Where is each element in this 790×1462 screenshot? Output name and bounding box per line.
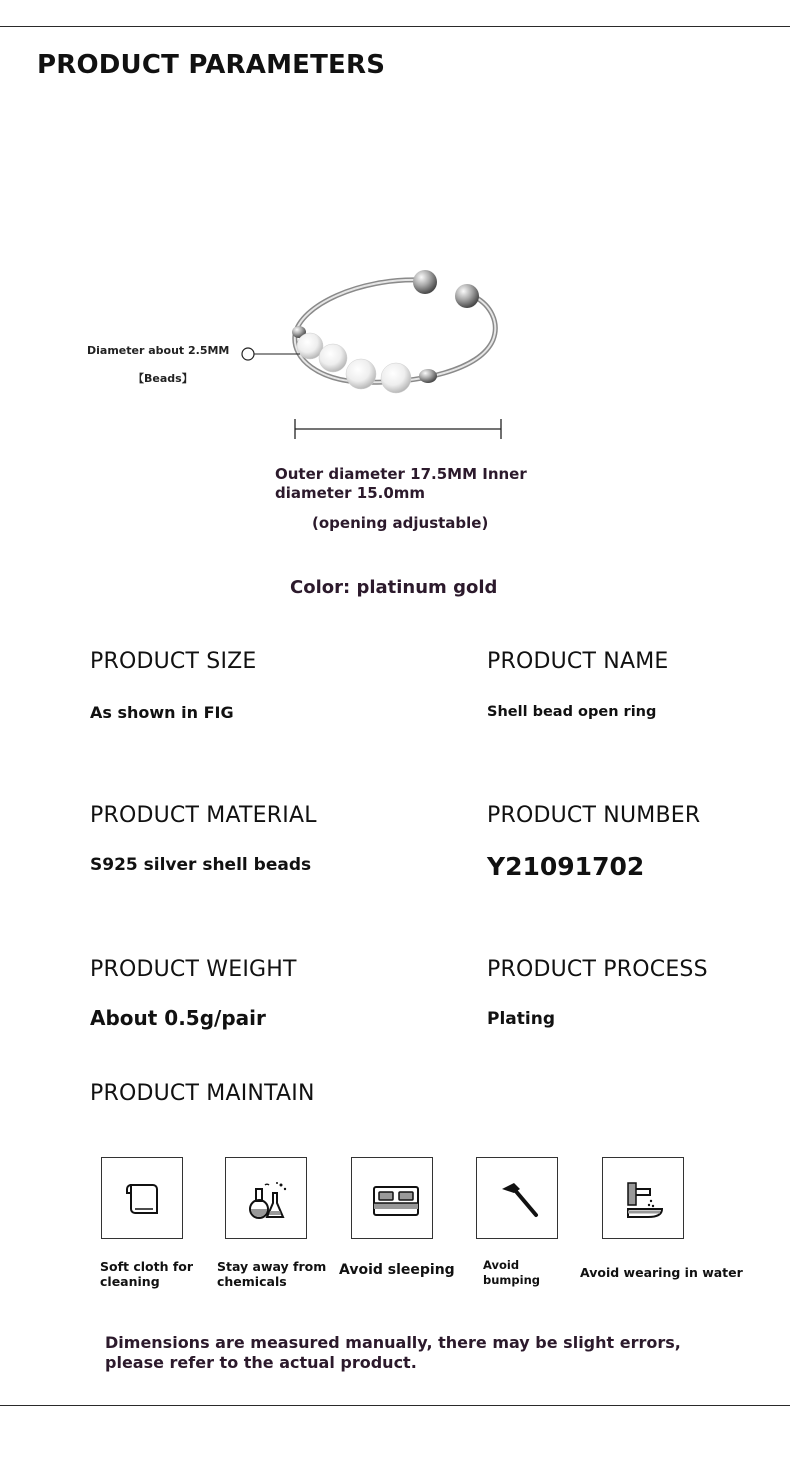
page-title: PRODUCT PARAMETERS (37, 50, 386, 80)
ring-spacer (419, 369, 437, 383)
ring-end-ball (413, 270, 437, 294)
bead-label: 【Beads】 (133, 372, 193, 385)
product-weight-value: About 0.5g/pair (90, 1006, 266, 1030)
hammer-icon (498, 1179, 540, 1221)
product-weight-heading: PRODUCT WEIGHT (90, 957, 297, 982)
ring-end-ball (455, 284, 479, 308)
pearl-bead (346, 359, 376, 389)
product-size-value: As shown in FIG (90, 703, 234, 722)
maintenance-label-chemicals: Stay away from chemicals (217, 1259, 327, 1289)
pearl-bead (319, 344, 347, 372)
product-maintain-heading: PRODUCT MAINTAIN (90, 1081, 315, 1106)
maintenance-label-water: Avoid wearing in water (580, 1265, 743, 1280)
dimension-note: (opening adjustable) (312, 514, 489, 532)
faucet-icon (624, 1179, 666, 1221)
product-name-heading: PRODUCT NAME (487, 649, 669, 674)
cloth-icon (123, 1179, 163, 1219)
maintenance-label-cloth: Soft cloth for cleaning (100, 1259, 194, 1289)
product-material-heading: PRODUCT MATERIAL (90, 803, 317, 828)
product-name-value: Shell bead open ring (487, 704, 657, 720)
product-number-heading: PRODUCT NUMBER (487, 803, 701, 828)
chemicals-icon-box (225, 1157, 307, 1239)
maintenance-label-bumping: Avoid bumping (483, 1258, 540, 1287)
product-number-value: Y21091702 (487, 852, 645, 881)
product-size-heading: PRODUCT SIZE (90, 649, 257, 674)
bed-icon (373, 1179, 419, 1219)
product-process-value: Plating (487, 1009, 555, 1029)
top-divider (0, 26, 790, 27)
bed-icon-box (351, 1157, 433, 1239)
dimension-text: Outer diameter 17.5MM Inner diameter 15.0mm (275, 465, 527, 502)
cloth-icon-box (101, 1157, 183, 1239)
product-process-heading: PRODUCT PROCESS (487, 957, 708, 982)
callout-dot (242, 348, 254, 360)
chemicals-icon (247, 1179, 289, 1221)
product-material-value: S925 silver shell beads (90, 855, 312, 875)
footer-note: Dimensions are measured manually, there may be slight errors, please refer to the actual product. (105, 1333, 681, 1372)
maintenance-label-sleeping: Avoid sleeping (339, 1262, 455, 1278)
color-line: Color: platinum gold (290, 577, 498, 598)
faucet-icon-box (602, 1157, 684, 1239)
pearl-bead (381, 363, 411, 393)
hammer-icon-box (476, 1157, 558, 1239)
bottom-divider (0, 1405, 790, 1406)
bead-diameter-label: Diameter about 2.5MM (87, 344, 230, 357)
